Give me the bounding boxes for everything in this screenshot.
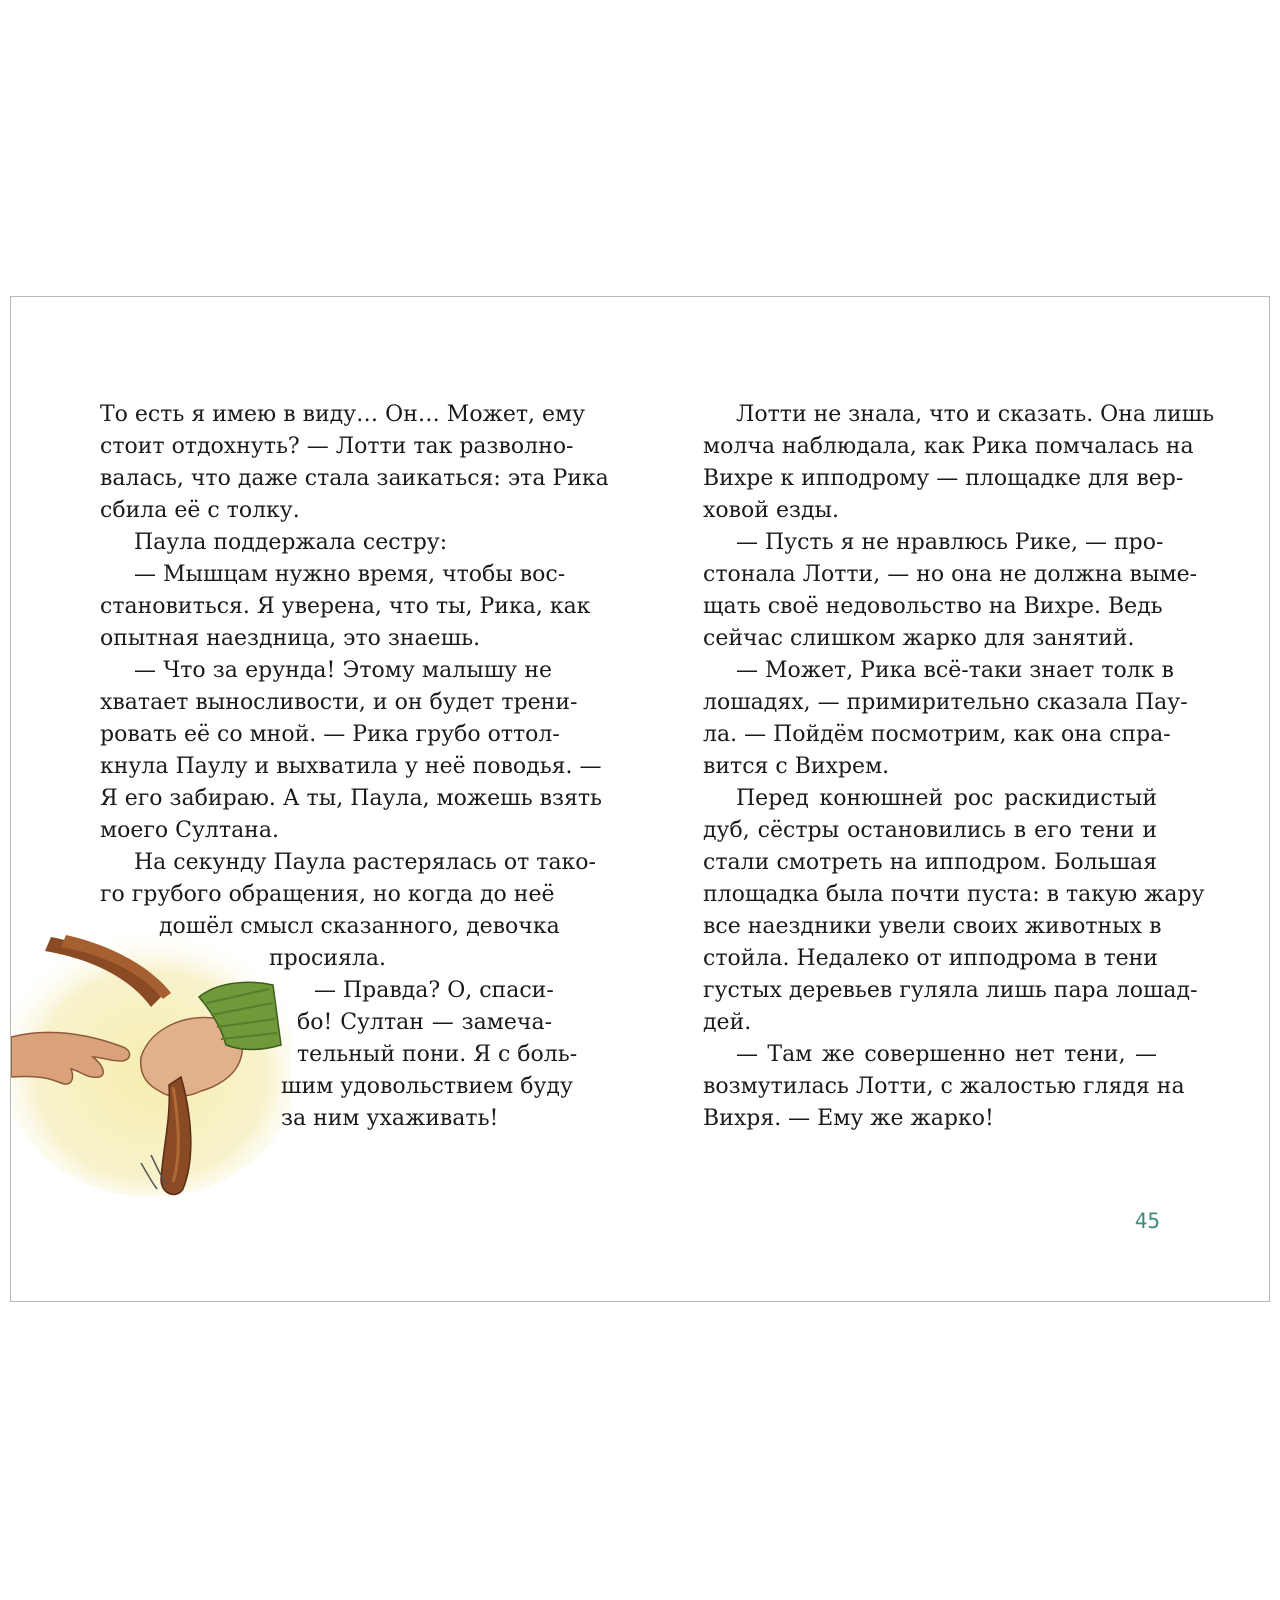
text-line: Лотти не знала, что и сказать. Она лишь bbox=[736, 402, 1215, 427]
text-line: го грубого обращения, но когда до неё bbox=[100, 882, 555, 907]
text-line: ровать её со мной. — Рика грубо оттол- bbox=[100, 722, 560, 747]
text-line: возмутилась Лотти, с жалостью глядя на bbox=[703, 1074, 1185, 1099]
text-line: Перед конюшней рос раскидистый bbox=[736, 786, 1157, 811]
text-line: стоит отдохнуть? — Лотти так разволно- bbox=[100, 434, 574, 459]
text-line: дуб, сёстры остановились в его тени и bbox=[703, 818, 1157, 843]
text-line: стали смотреть на ипподром. Большая bbox=[703, 850, 1157, 875]
text-line: Вихре к ипподрому — площадке для вер- bbox=[703, 466, 1184, 491]
page-number: 45 bbox=[1134, 1209, 1160, 1233]
text-line: То есть я имею в виду… Он… Может, ему bbox=[100, 402, 586, 427]
text-line: На секунду Паула растерялась от тако- bbox=[134, 850, 596, 875]
text-line: Вихря. — Ему же жарко! bbox=[703, 1106, 994, 1131]
text-line: опытная наездница, это знаешь. bbox=[100, 626, 481, 651]
text-line: густых деревьев гуляла лишь пара лошад- bbox=[703, 978, 1198, 1003]
text-line: ховой езды. bbox=[703, 498, 840, 523]
text-line: тельный пони. Я с боль- bbox=[297, 1042, 578, 1067]
text-line: Я его забираю. А ты, Паула, можешь взять bbox=[100, 786, 603, 811]
text-line: становиться. Я уверена, что ты, Рика, как bbox=[100, 594, 591, 619]
text-line: кнула Паулу и выхватила у неё поводья. — bbox=[100, 754, 602, 779]
text-line: ла. — Пойдём посмотрим, как она спра- bbox=[703, 722, 1171, 747]
text-line: лошадях, — примирительно сказала Пау- bbox=[703, 690, 1188, 715]
hands-leash-illustration bbox=[11, 927, 291, 1197]
text-line: хватает выносливости, и он будет трени- bbox=[100, 690, 578, 715]
text-line: стонала Лотти, — но она не должна выме- bbox=[703, 562, 1198, 587]
text-line: площадка была почти пуста: в такую жару bbox=[703, 882, 1205, 907]
text-line: щать своё недовольство на Вихре. Ведь bbox=[703, 594, 1163, 619]
text-line: сбила её с толку. bbox=[100, 498, 300, 523]
text-line: просияла. bbox=[269, 946, 386, 971]
text-line: — Что за ерунда! Этому малышу не bbox=[134, 658, 552, 683]
text-line: — Пусть я не нравлюсь Рике, — про- bbox=[736, 530, 1164, 555]
text-line: — Там же совершенно нет тени, — bbox=[736, 1042, 1157, 1067]
text-line: все наездники увели своих животных в bbox=[703, 914, 1162, 939]
text-line: молча наблюдала, как Рика помчалась на bbox=[703, 434, 1194, 459]
text-line: — Может, Рика всё-таки знает толк в bbox=[736, 658, 1174, 683]
text-line: дошёл смысл сказанного, девочка bbox=[159, 914, 560, 939]
text-line: стойла. Недалеко от ипподрома в тени bbox=[703, 946, 1158, 971]
text-line: шим удовольствием буду bbox=[281, 1074, 573, 1099]
text-line: — Правда? О, спаси- bbox=[314, 978, 554, 1003]
book-spread bbox=[10, 296, 1270, 1302]
text-line: валась, что даже стала заикаться: эта Рика bbox=[100, 466, 609, 491]
text-line: Паула поддержала сестру: bbox=[134, 530, 448, 555]
text-line: бо! Султан — замеча- bbox=[297, 1010, 552, 1035]
text-line: за ним ухаживать! bbox=[281, 1106, 499, 1131]
text-line: моего Султана. bbox=[100, 818, 279, 843]
text-line: вится с Вихрем. bbox=[703, 754, 890, 779]
text-line: сейчас слишком жарко для занятий. bbox=[703, 626, 1135, 651]
text-line: дей. bbox=[703, 1010, 752, 1035]
text-line: — Мышцам нужно время, чтобы вос- bbox=[134, 562, 566, 587]
